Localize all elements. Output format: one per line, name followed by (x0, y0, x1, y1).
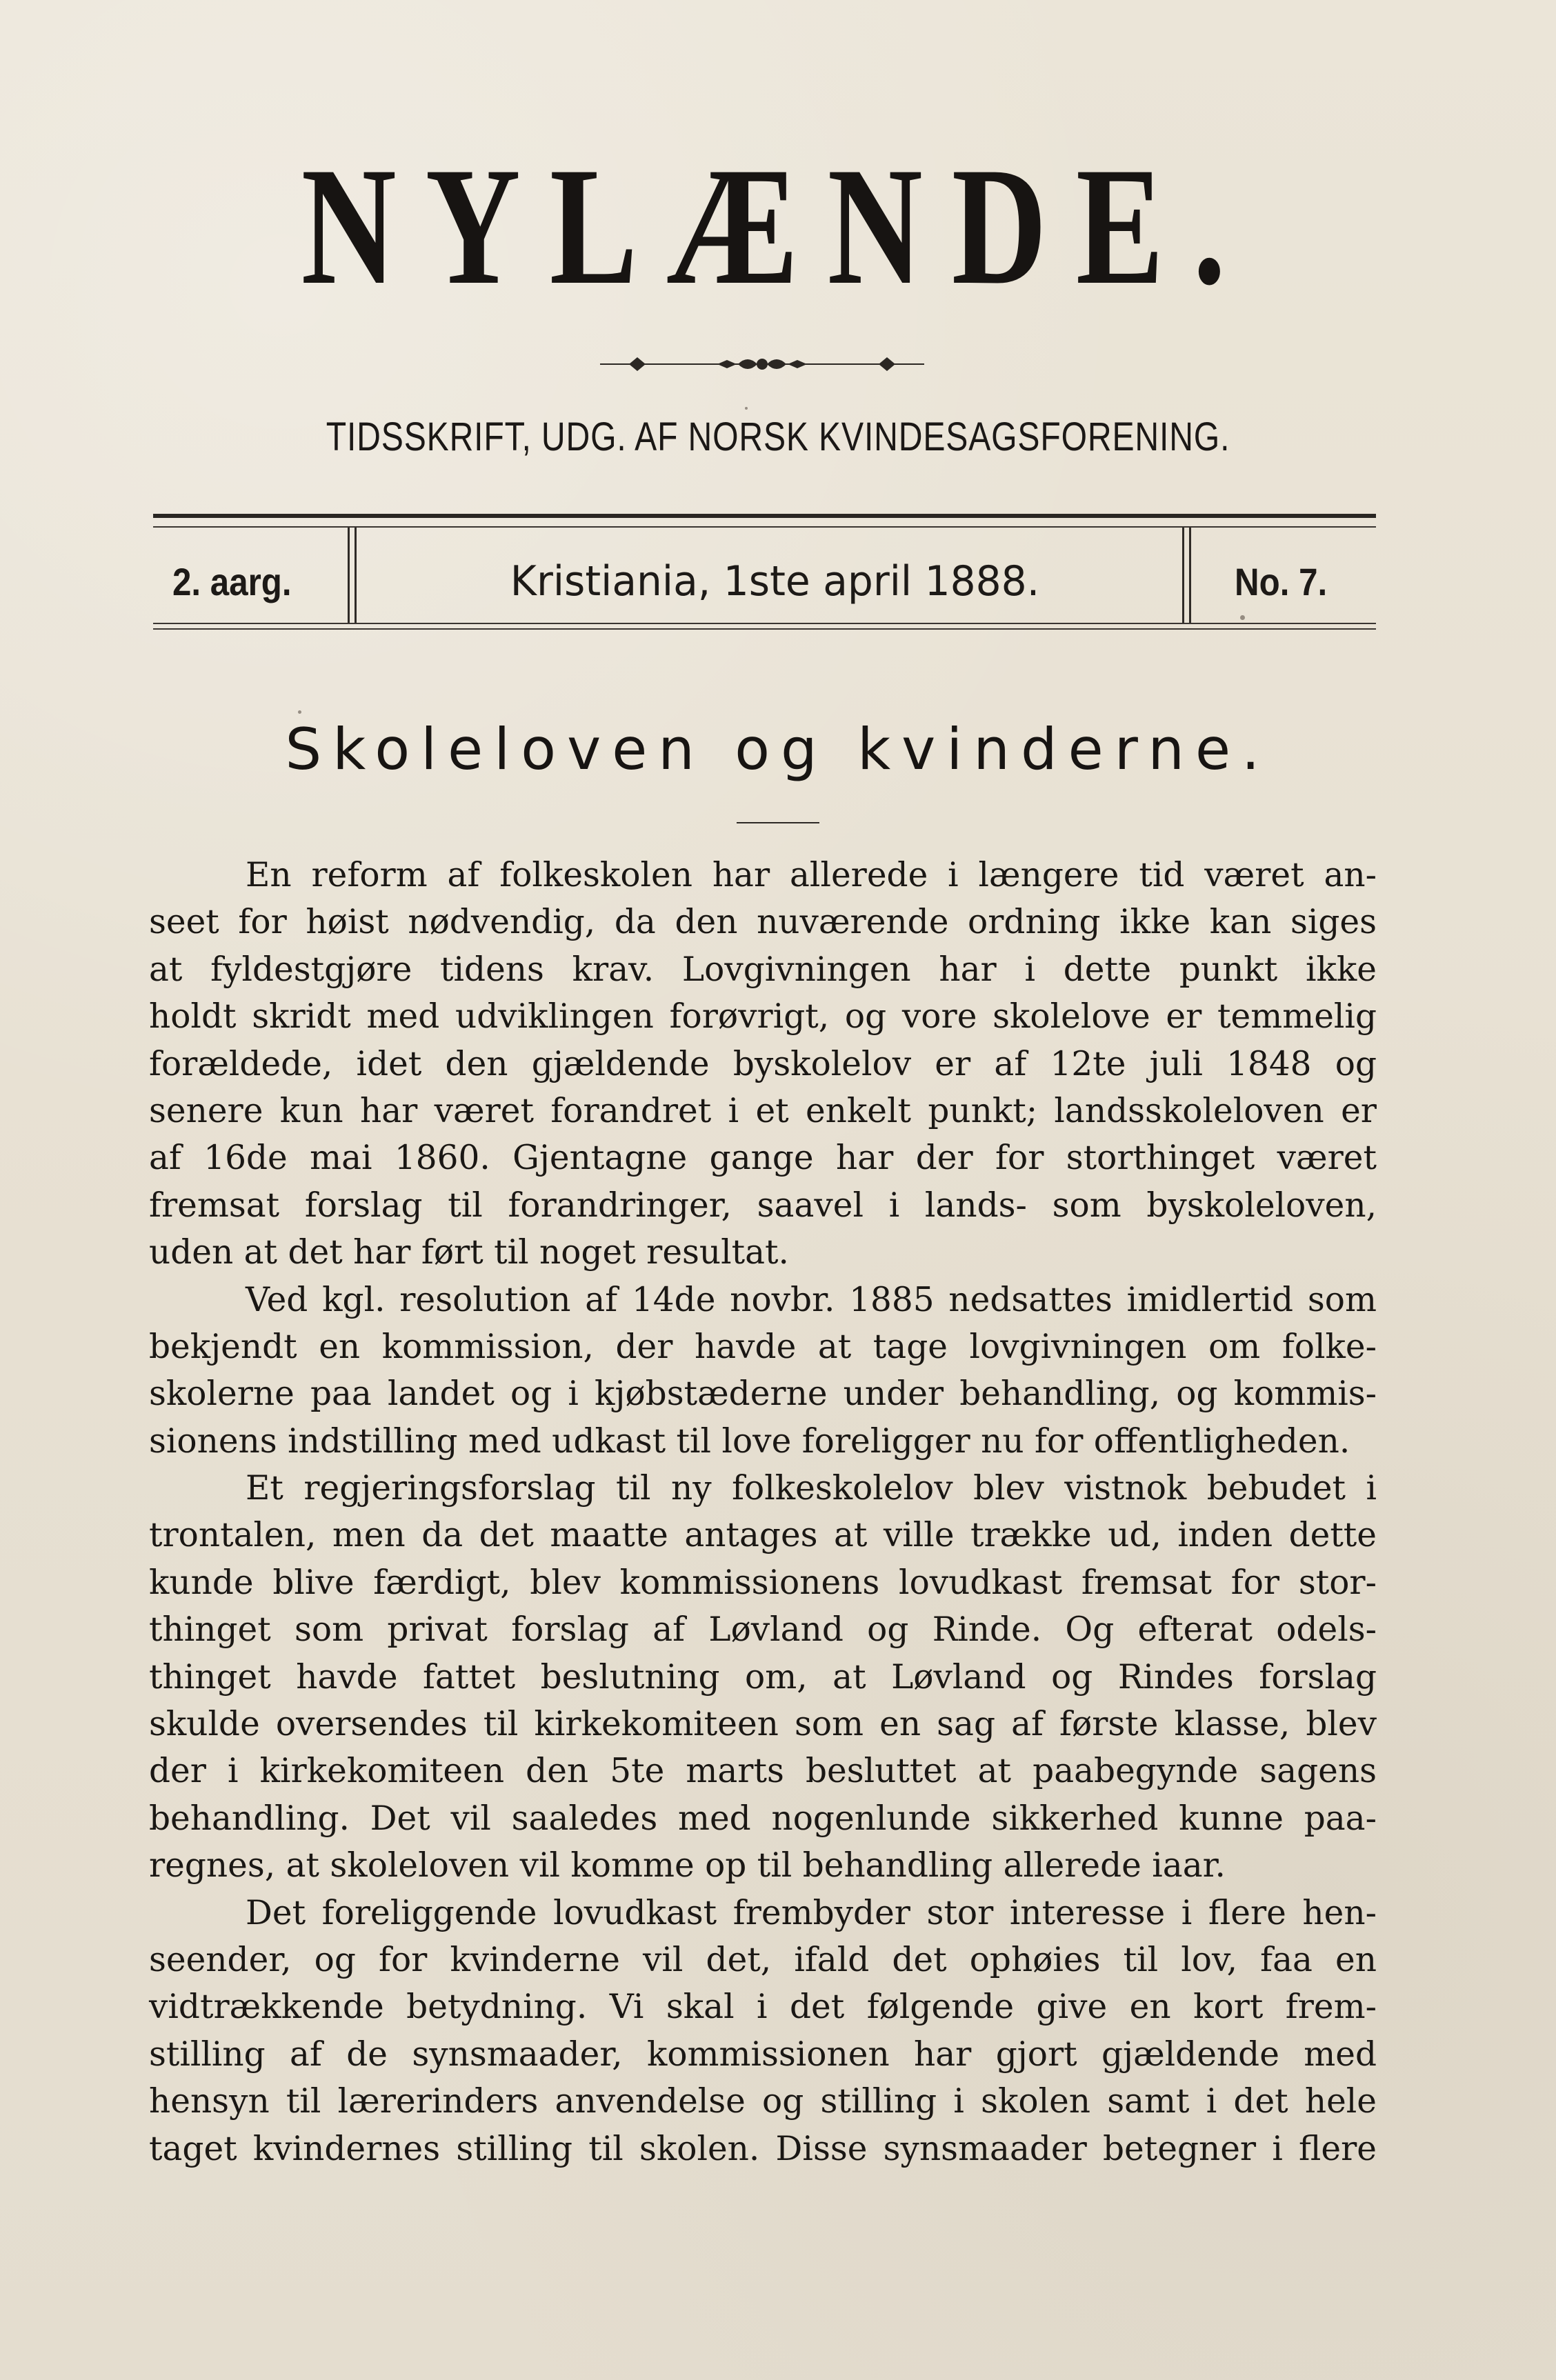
article-line: thinget havde fattet beslutning om, at Løvland og Rindes forslag (149, 1657, 1377, 1697)
subtitle: TIDSSKRIFT, UDG. AF NORSK KVINDESAGSFORENING. (326, 414, 1230, 459)
divider-line (348, 528, 350, 623)
article-line: fremsat forslag til forandringer, saavel i lands- som byskoleloven, (149, 1186, 1377, 1225)
article-line: senere kun har været forandret i et enkelt punkt; landsskoleloven er (149, 1091, 1377, 1130)
article-line: thinget som privat forslag af Løvland og Rinde. Og efterat odels- (149, 1610, 1377, 1650)
article-line: skolerne paa landet og i kjøbstæderne under behandling, og kommis- (149, 1374, 1377, 1414)
article-line: Ved kgl. resolution af 14de novbr. 1885 nedsattes imidlertid som (246, 1280, 1377, 1319)
divider-line (1182, 528, 1184, 623)
article-line: Et regjeringsforslag til ny folkeskolelov blev vistnok bebudet i (246, 1469, 1377, 1508)
article-line: at fyldestgjøre tidens krav. Lovgivningen har i dette punkt ikke (149, 950, 1377, 989)
article-line: vidtrækkende betydning. Vi skal i det følgende give en kort frem- (149, 1988, 1377, 2027)
article-line: trontalen, men da det maatte antages at ville trække ud, inden dette (149, 1516, 1377, 1555)
info-bottom-rule (153, 623, 1376, 624)
article-line: bekjendt en kommission, der havde at tage lovgivningen om folke- (149, 1327, 1377, 1366)
issue-place-date: Kristiania, 1ste april 1888. (510, 557, 1040, 606)
article-line: regnes, at skoleloven vil komme op til behandling allerede iaar. (149, 1846, 1226, 1886)
header-rule-thick (153, 514, 1376, 518)
article-line: uden at det har ført til noget resultat. (149, 1233, 789, 1272)
masthead-title: NYLÆNDE. (301, 132, 1255, 319)
article-line: kunde blive færdigt, blev kommissionens lovudkast fremsat for stor- (149, 1563, 1377, 1602)
article-line: seender, og for kvinderne vil det, ifald det ophøies til lov, faa en (149, 1940, 1377, 1979)
issue-number: No. 7. (1235, 560, 1328, 603)
article-line: sionens indstilling med udkast til love foreligger nu for offentligheden. (149, 1421, 1350, 1461)
article-line: behandling. Det vil saaledes med nogenlunde sikkerhed kunne paa- (149, 1799, 1377, 1838)
issue-year: 2. aarg. (172, 560, 292, 603)
article-line: seet for høist nødvendig, da den nuværende ordning ikke kan siges (149, 903, 1377, 942)
paper-speck (298, 710, 301, 714)
article-line: stilling af de synsmaader, kommissionen har gjort gjældende med (149, 2034, 1377, 2074)
article-line: af 16de mai 1860. Gjentagne gange har der for storthinget været (149, 1139, 1377, 1178)
article-title: Skoleloven og kvinderne. (285, 716, 1271, 783)
article-line: En reform af folkeskolen har allerede i længere tid været an- (246, 856, 1377, 894)
title-rule (737, 822, 819, 823)
ornament-icon (600, 352, 924, 377)
article-line: skulde oversendes til kirkekomiteen som en sag af første klasse, blev (149, 1705, 1377, 1744)
article-line: forældede, idet den gjældende byskolelov er af 12te juli 1848 og (149, 1044, 1377, 1083)
paper-speck (1240, 615, 1245, 620)
article-line: hensyn til lærerinders anvendelse og stilling i skolen samt i det hele (149, 2082, 1377, 2121)
article-line: der i kirkekomiteen den 5te marts besluttet at paabegynde sagens (149, 1752, 1377, 1791)
article-line: Det foreliggende lovudkast frembyder stor interesse i flere hen- (246, 1893, 1377, 1932)
divider-line (1189, 528, 1191, 623)
paper-speck (745, 407, 748, 410)
info-bottom-rule (153, 628, 1376, 630)
article-line: taget kvindernes stilling til skolen. Disse synsmaader betegner i flere (149, 2129, 1377, 2168)
article-body (149, 852, 1377, 2172)
divider-line (355, 528, 357, 623)
article-line: holdt skridt med udviklingen forøvrigt, og vore skolelove er temmelig (149, 997, 1377, 1037)
issue-info-bar (153, 528, 1376, 623)
